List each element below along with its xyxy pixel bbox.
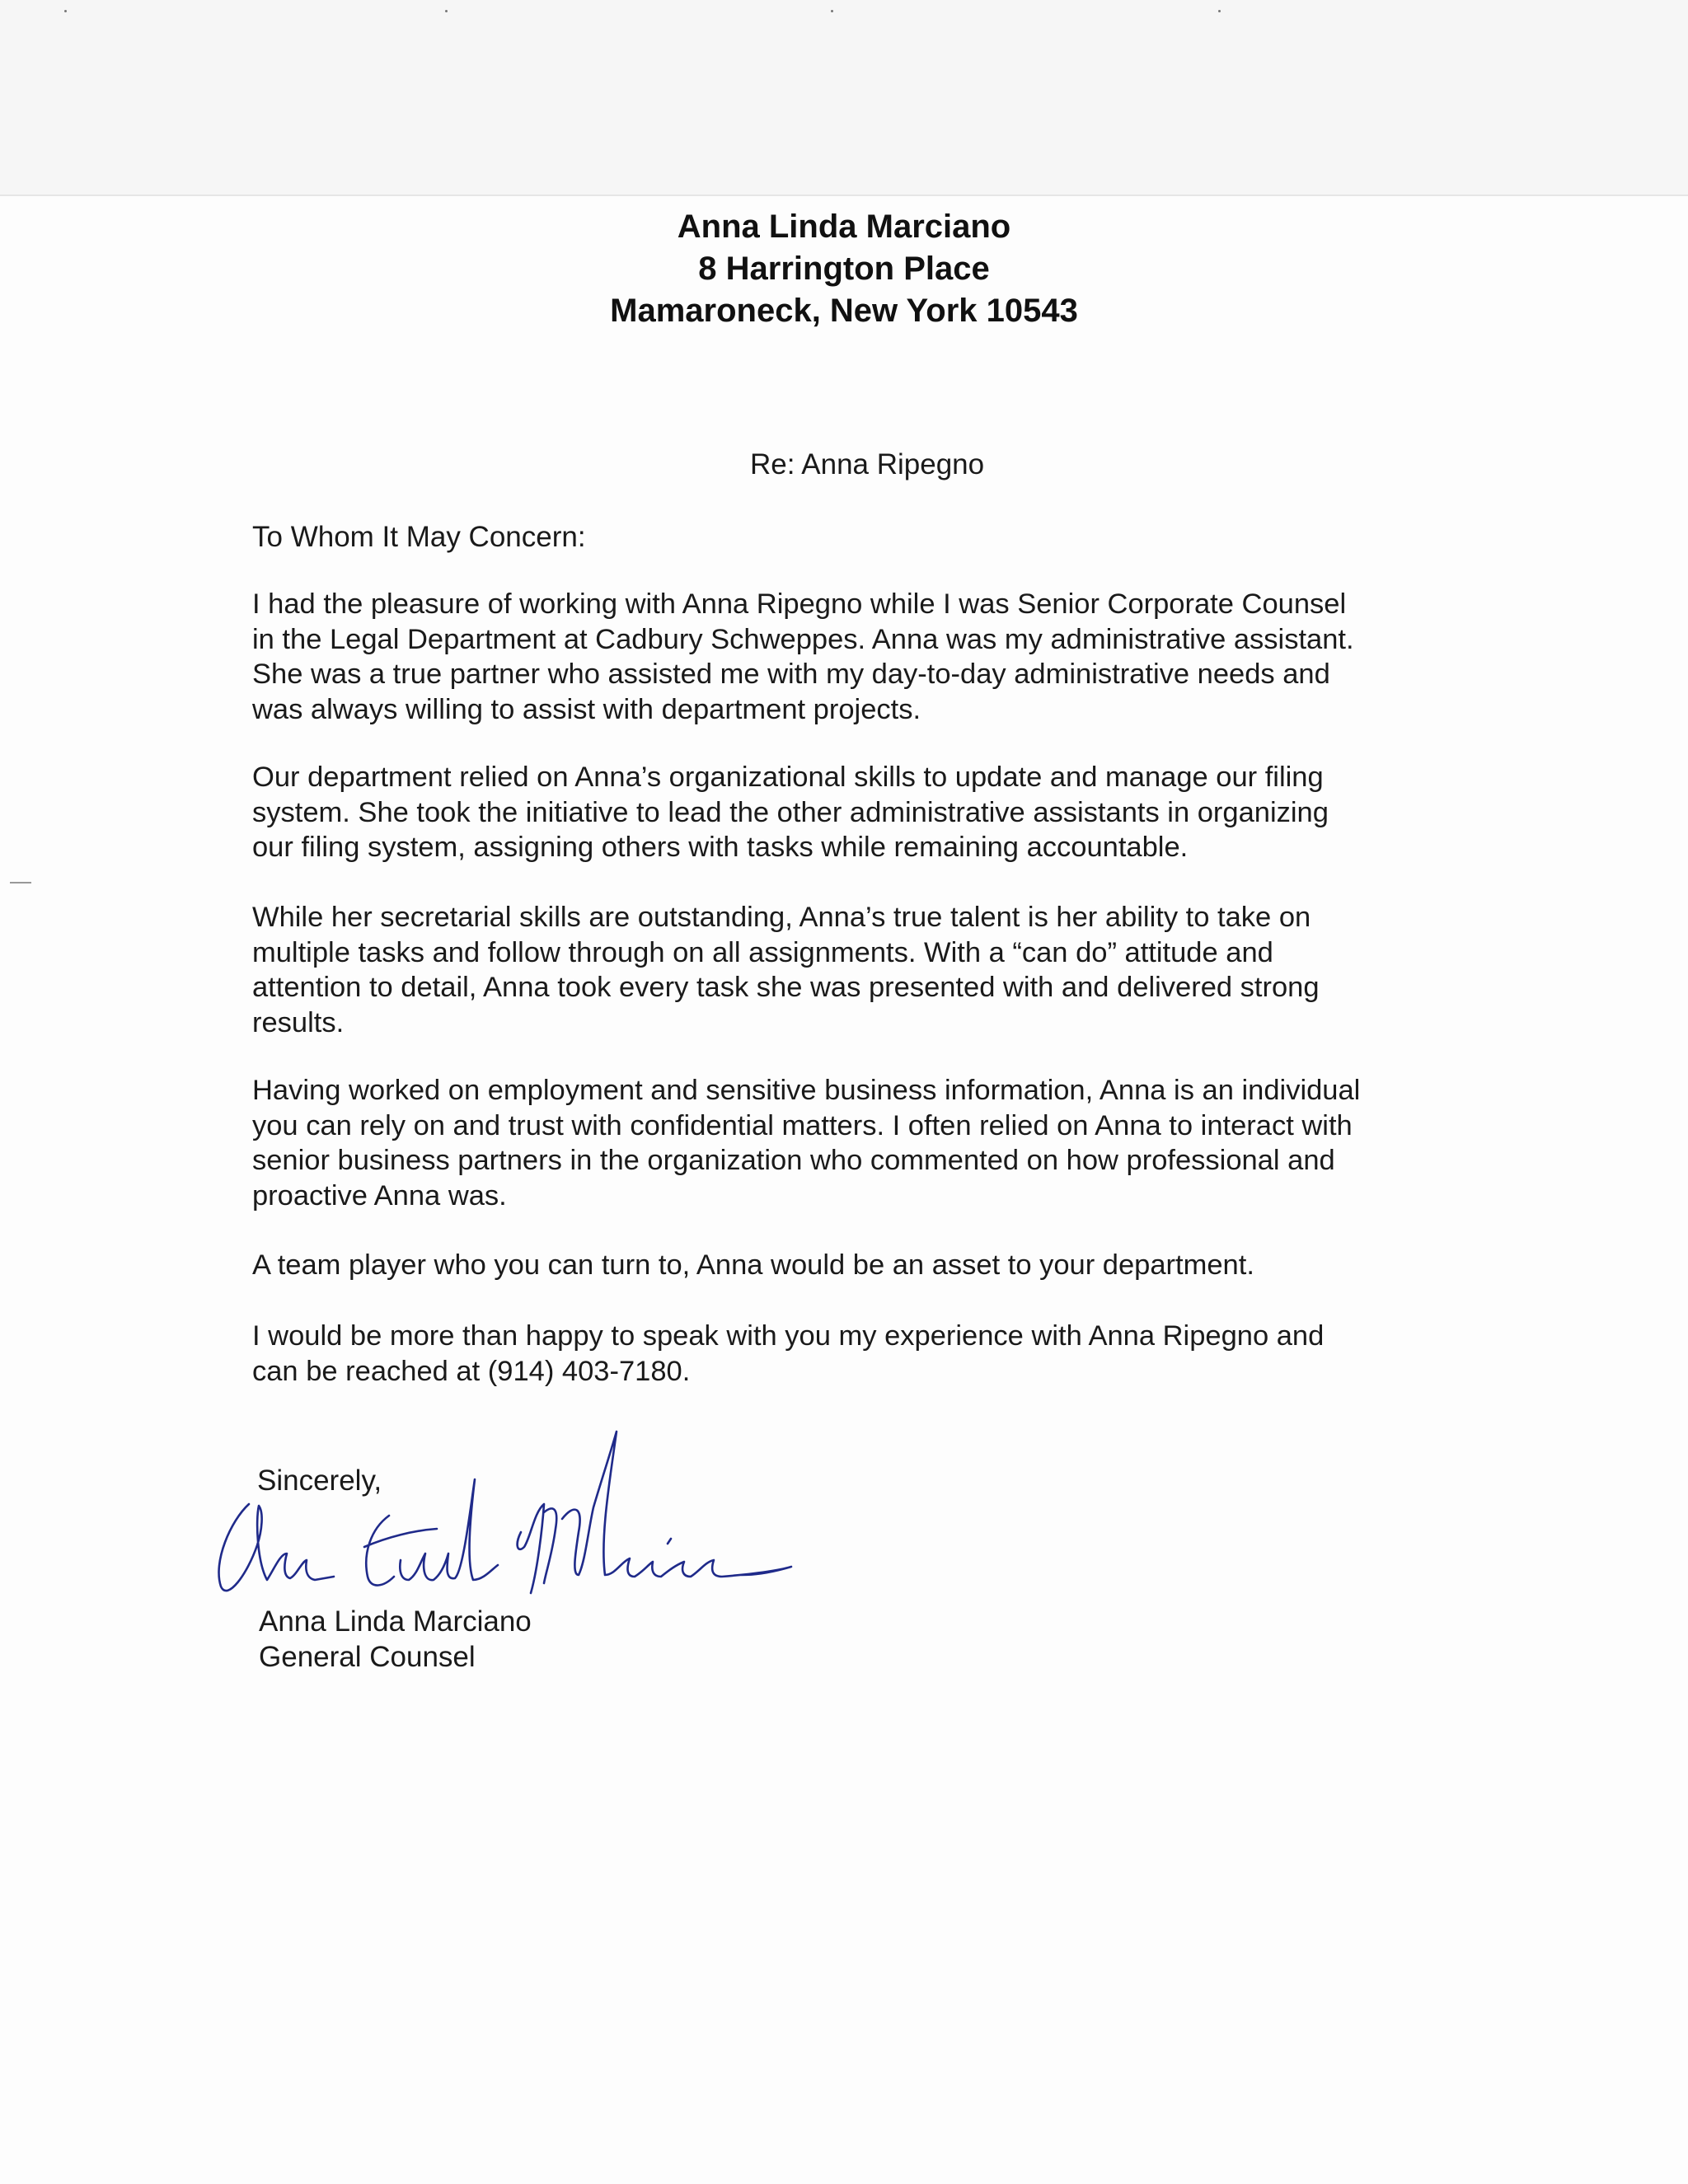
paragraph-line: I had the pleasure of working with Anna Ripegno while I was Senior Corporate Counsel [252,588,1347,620]
handwritten-signature [198,1430,907,1619]
paragraph-4 [252,1073,1456,1213]
paragraph-6 [252,1319,1456,1389]
letterhead [0,206,1688,332]
signer-title: General Counsel [259,1641,476,1673]
paragraph-line: Our department relied on Anna’s organizational skills to update and manage our filing [252,762,1324,793]
re-line: Re: Anna Ripegno [750,448,985,480]
scan-speck [445,10,448,12]
closing: Sincerely, [257,1465,382,1497]
paragraph-line: attention to detail, Anna took every task she was presented with and delivered strong [252,972,1320,1003]
paragraph-line: was always willing to assist with department projects. [252,693,921,725]
scan-header-strip [0,0,1688,196]
paragraph-5 [252,1248,1456,1283]
paragraph-line: in the Legal Department at Cadbury Schweppes. Anna was my administrative assistant. [252,623,1354,655]
letterhead-street: 8 Harrington Place [698,251,990,287]
paragraph-line: I would be more than happy to speak with you my experience with Anna Ripegno and [252,1320,1325,1352]
paragraph-1 [252,587,1456,727]
letterhead-city-line: Mamaroneck, New York 10543 [610,293,1078,329]
paragraph-line: our filing system, assigning others with tasks while remaining accountable. [252,832,1189,863]
paragraph-line: While her secretarial skills are outstanding, Anna’s true talent is her ability to take on [252,902,1311,933]
salutation: To Whom It May Concern: [252,521,586,553]
paragraph-line: She was a true partner who assisted me with my day-to-day administrative needs and [252,658,1330,690]
paragraph-line: senior business partners in the organization who commented on how professional and [252,1145,1335,1176]
paragraph-line: proactive Anna was. [252,1179,507,1212]
scan-speck [64,10,67,12]
paragraph-3 [252,900,1456,1040]
paragraph-line: can be reached at (914) 403-7180. [252,1355,691,1387]
paragraph-2 [252,760,1456,865]
scan-speck [831,10,833,12]
letterhead-name: Anna Linda Marciano [677,209,1011,245]
paragraph-line: results. [252,1006,345,1038]
scan-margin-mark [10,882,31,883]
paragraph-line: Having worked on employment and sensitive business information, Anna is an individual [252,1075,1361,1106]
paragraph-line: you can rely on and trust with confidential matters. I often relied on Anna to interact with [252,1109,1353,1141]
signer-name: Anna Linda Marciano [259,1605,532,1638]
paragraph-line: A team player who you can turn to, Anna would be an asset to your department. [252,1249,1254,1281]
scan-speck [1218,10,1221,12]
paragraph-line: system. She took the initiative to lead the other administrative assistants in organizing [252,796,1329,828]
paragraph-line: multiple tasks and follow through on all assignments. With a “can do” attitude and [252,936,1273,968]
